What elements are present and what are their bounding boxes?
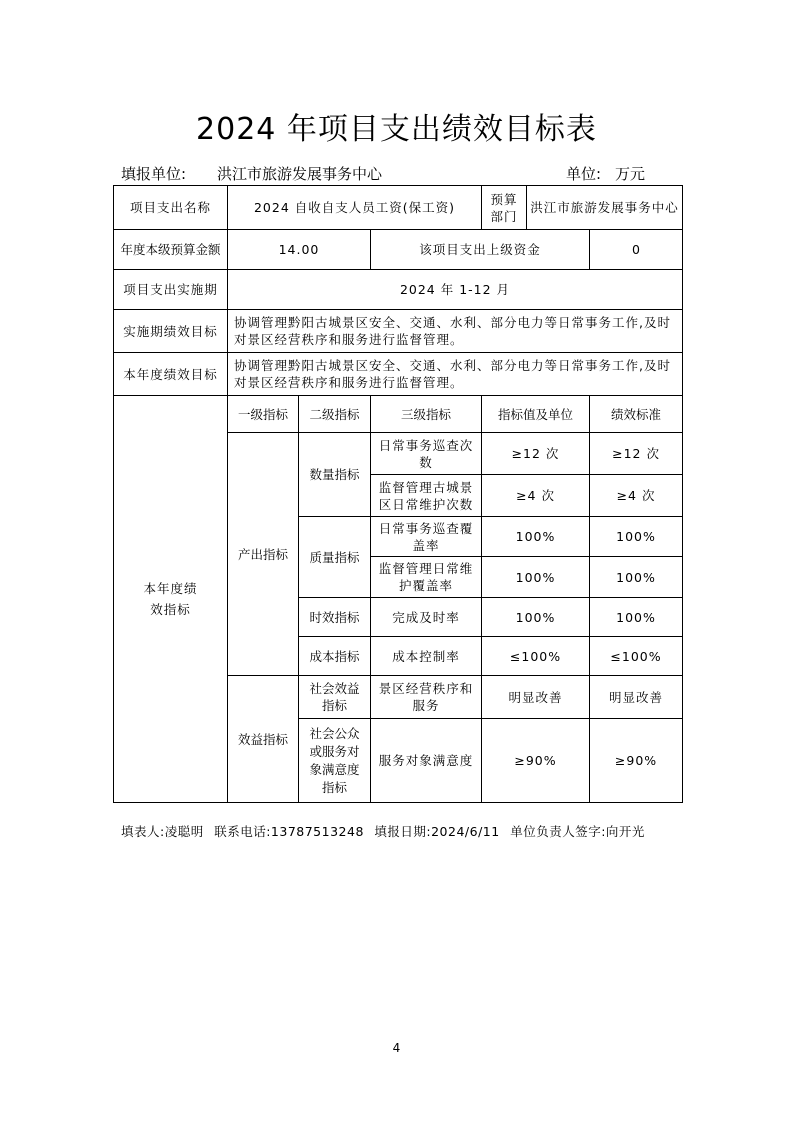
indicator-name: 监督管理日常维护覆盖率 <box>371 557 482 598</box>
indicator-standard: 100% <box>590 598 683 637</box>
quantity-indicator-label: 数量指标 <box>299 433 371 517</box>
indicator-value: ≥4 次 <box>482 475 590 517</box>
table-row <box>114 353 683 396</box>
output-indicator-label: 产出指标 <box>228 433 299 676</box>
indicator-name: 日常事务巡查覆盖率 <box>371 517 482 557</box>
annual-budget: 14.00 <box>228 230 371 270</box>
unit-value: 万元 <box>615 165 646 183</box>
performance-table <box>113 185 683 803</box>
satisfaction-indicator-label: 社会公众或服务对象满意度指标 <box>299 719 371 803</box>
social-benefit-label: 社会效益指标 <box>299 676 371 719</box>
page-title: 2024 年项目支出绩效目标表 <box>196 112 597 147</box>
upper-funds-label: 该项目支出上级资金 <box>371 230 590 270</box>
impl-goal: 协调管理黔阳古城景区安全、交通、水利、部分电力等日常事务工作,及时对景区经营秩序和服务进行监督管理。 <box>228 310 683 353</box>
table-row <box>114 230 683 270</box>
header-level1: 一级指标 <box>228 396 299 433</box>
table-row <box>114 186 683 230</box>
indicator-name: 日常事务巡查次数 <box>371 433 482 475</box>
indicator-name: 完成及时率 <box>371 598 482 637</box>
annual-goal: 协调管理黔阳古城景区安全、交通、水利、部分电力等日常事务工作,及时对景区经营秩序和服务进行监督管理。 <box>228 353 683 396</box>
indicator-value: 100% <box>482 598 590 637</box>
quality-indicator-label: 质量指标 <box>299 517 371 598</box>
budget-dept: 洪江市旅游发展事务中心 <box>527 186 683 230</box>
impl-goal-label: 实施期绩效目标 <box>114 310 228 353</box>
fill-unit-row <box>121 163 661 183</box>
indicator-standard: ≥90% <box>590 719 683 803</box>
indicator-standard: 100% <box>590 557 683 598</box>
header-standard: 绩效标准 <box>590 396 683 433</box>
indicator-name: 监督管理古城景区日常维护次数 <box>371 475 482 517</box>
form-footer <box>121 822 681 840</box>
header-value: 指标值及单位 <box>482 396 590 433</box>
fill-unit-label: 填报单位: <box>121 165 187 183</box>
indicator-value: ≥90% <box>482 719 590 803</box>
cost-indicator-label: 成本指标 <box>299 637 371 676</box>
indicator-section-label: 本年度绩效指标 <box>114 396 228 803</box>
fill-unit-name: 洪江市旅游发展事务中心 <box>217 165 383 183</box>
indicator-name: 成本控制率 <box>371 637 482 676</box>
table-row <box>114 270 683 310</box>
unit-label: 单位: <box>566 165 602 183</box>
project-name: 2024 自收自支人员工资(保工资) <box>228 186 482 230</box>
phone: 联系电话:13787513248 <box>214 824 364 839</box>
indicator-value: 100% <box>482 517 590 557</box>
indicator-standard: ≤100% <box>590 637 683 676</box>
benefit-indicator-label: 效益指标 <box>228 676 299 803</box>
indicator-header-row <box>114 396 683 433</box>
period-label: 项目支出实施期 <box>114 270 228 310</box>
header-level3: 三级指标 <box>371 396 482 433</box>
indicator-standard: 100% <box>590 517 683 557</box>
annual-goal-label: 本年度绩效目标 <box>114 353 228 396</box>
filler: 填表人:凌聪明 <box>121 824 204 839</box>
indicator-value: 明显改善 <box>482 676 590 719</box>
indicator-name: 服务对象满意度 <box>371 719 482 803</box>
timeliness-indicator-label: 时效指标 <box>299 598 371 637</box>
budget-dept-label: 预算部门 <box>482 186 527 230</box>
indicator-standard: 明显改善 <box>590 676 683 719</box>
indicator-name: 景区经营秩序和服务 <box>371 676 482 719</box>
indicator-standard: ≥4 次 <box>590 475 683 517</box>
annual-budget-label: 年度本级预算金额 <box>114 230 228 270</box>
indicator-value: ≤100% <box>482 637 590 676</box>
header-level2: 二级指标 <box>299 396 371 433</box>
indicator-standard: ≥12 次 <box>590 433 683 475</box>
indicator-value: 100% <box>482 557 590 598</box>
page-number: 4 <box>392 1041 401 1055</box>
signer: 单位负责人签字:向开光 <box>510 824 645 839</box>
project-name-label: 项目支出名称 <box>114 186 228 230</box>
fill-date: 填报日期:2024/6/11 <box>374 824 500 839</box>
indicator-value: ≥12 次 <box>482 433 590 475</box>
period: 2024 年 1-12 月 <box>228 270 683 310</box>
upper-funds: 0 <box>590 230 683 270</box>
table-row <box>114 310 683 353</box>
